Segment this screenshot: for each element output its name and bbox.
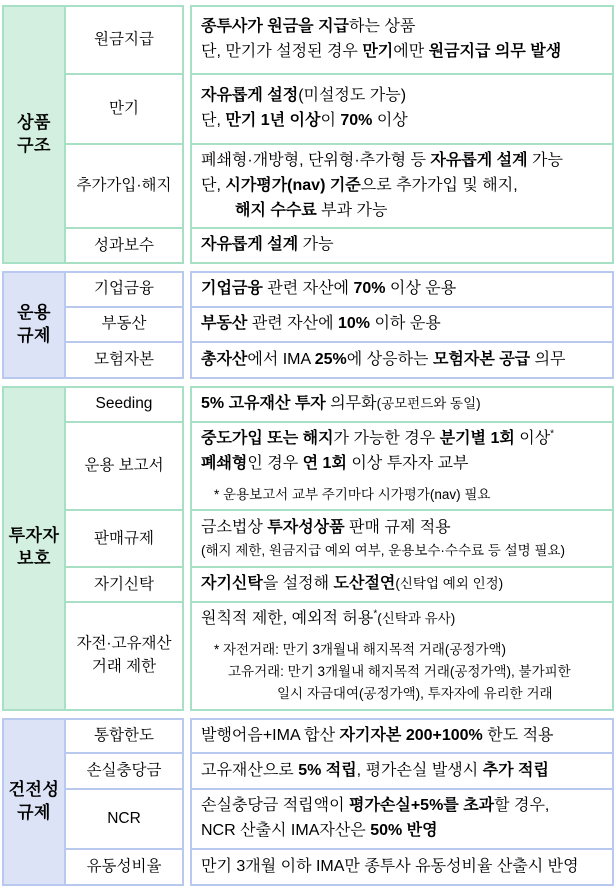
category-cell-product-structure (2, 5, 66, 264)
text-segment: 원칙적 제한, 예외적 허용 (201, 610, 374, 628)
text-segment: 중도가입 또는 해지 (201, 429, 334, 447)
text-segment: 단, 만기가 설정된 경우 (201, 43, 363, 60)
text-segment: 총자산 (201, 350, 248, 368)
text-segment: , 평가손실 발생시 (356, 762, 483, 779)
row-content (190, 423, 614, 511)
text-segment: (신탁과 유사) (377, 611, 456, 627)
text-segment: 자유롭게 설계 (201, 236, 299, 254)
row-label-text: 부동산 (101, 315, 147, 333)
category-label: 규제 (17, 326, 51, 346)
row-label-text: 자기신탁 (94, 575, 154, 593)
row-label (66, 145, 184, 229)
row-content (190, 271, 614, 308)
row-content (190, 308, 614, 343)
category-label: 투자자 (8, 526, 60, 546)
row-label-text: 원금지급 (94, 30, 154, 48)
row-content (190, 754, 614, 790)
row-label (66, 75, 184, 145)
text-segment: 을 설정해 (262, 575, 334, 593)
row-label (66, 754, 184, 790)
row-label (66, 5, 184, 75)
text-segment: 50% 반영 (370, 822, 438, 840)
content-line (201, 794, 604, 819)
content-line (201, 639, 604, 661)
text-segment: 금소법상 (201, 519, 268, 537)
row-content (190, 5, 614, 75)
row-label (66, 603, 184, 710)
row-label (66, 271, 184, 308)
row-content (190, 603, 614, 710)
text-segment: 단, (201, 112, 226, 129)
text-segment: 인 경우 (247, 454, 303, 472)
content-line (201, 312, 604, 337)
content-line (201, 819, 604, 844)
content-line (201, 452, 604, 477)
row-content (190, 75, 614, 145)
text-segment: 에만 (393, 43, 429, 60)
text-segment: * 자전거래: 만기 3개월내 해지목적 거래(공정가액) (214, 642, 507, 658)
row-content (190, 850, 614, 886)
text-segment: 한도 적용 (482, 726, 554, 744)
text-segment: 판매 규제 적용 (344, 519, 451, 537)
row-content (190, 568, 614, 603)
text-segment: 고유거래: 만기 3개월내 해지목적 거래(공정가액), 불가피한 (228, 663, 571, 679)
category-label: 규제 (17, 802, 51, 822)
content-line (201, 661, 604, 683)
row-label-text: NCR (107, 809, 141, 827)
category-cell-soundness-regulation (2, 718, 66, 886)
content-line (201, 40, 604, 65)
content-line (201, 199, 604, 224)
text-segment: 관련 자산에 (262, 280, 354, 298)
row-label (66, 718, 184, 755)
text-segment: 에 상응하는 (346, 350, 433, 368)
row-content (190, 386, 614, 423)
text-segment: 자기신탁 (201, 575, 263, 593)
row-label-text: 자전·고유재산 거래 제한 (76, 635, 172, 675)
text-segment: 할 경우, (494, 797, 550, 815)
row-content (190, 343, 614, 379)
row-label (66, 308, 184, 343)
text-segment: 자유롭게 설정 (201, 87, 299, 105)
text-segment: 에서 IMA (247, 350, 315, 368)
content-line (201, 348, 604, 373)
text-segment: 이상 투자자 교부 (346, 454, 469, 472)
text-segment: (미설정도 가능) (298, 87, 407, 105)
text-segment: 의무 (530, 350, 566, 368)
section-investor-protection (2, 386, 614, 711)
text-segment: 고유재산으로 (201, 762, 299, 779)
text-segment: 도산절연 (333, 575, 396, 593)
text-segment: 연 1회 (302, 454, 347, 472)
row-label (66, 790, 184, 850)
category-cell-investor-protection (2, 386, 66, 711)
row-label (66, 343, 184, 379)
text-segment: * 운용보고서 교부 주기마다 시가평가(nav) 필요 (214, 486, 491, 502)
content-line (201, 392, 604, 417)
content-line (201, 759, 604, 784)
content-line (201, 149, 604, 174)
text-segment: 기업금융 (201, 280, 263, 298)
category-label: 구조 (17, 135, 51, 155)
text-segment: 70% (353, 280, 386, 298)
content-line (201, 855, 604, 880)
row-label-text: 기업금융 (94, 280, 154, 298)
category-cell-operation-regulation (2, 271, 66, 379)
text-segment: 5% 고유재산 투자 (201, 395, 326, 413)
text-segment: 부과 가능 (316, 201, 388, 219)
text-segment: 이상 (372, 112, 408, 129)
row-label-text: 판매규제 (94, 529, 154, 547)
text-segment: 손실충당금 적립액이 (201, 797, 349, 815)
row-content (190, 718, 614, 755)
row-label (66, 423, 184, 511)
text-segment: 가능 (298, 236, 334, 254)
content-line (201, 541, 604, 561)
row-label (66, 511, 184, 568)
row-label-text: 만기 (109, 99, 139, 117)
content-line (201, 233, 604, 258)
category-label: 운용 (17, 303, 51, 323)
text-segment: 원금지급 의무 발생 (428, 43, 562, 60)
text-segment: 만기 1년 이상 (225, 112, 321, 129)
text-segment: (신탁업 예외 인정) (395, 576, 504, 592)
section-product-structure (2, 5, 614, 264)
row-content (190, 790, 614, 850)
text-segment: 이하 운용 (370, 315, 441, 333)
text-segment: 만기 (362, 43, 394, 60)
text-segment: 가능 (527, 152, 563, 169)
text-segment: 분기별 1회 (439, 429, 515, 447)
text-segment: 가 가능한 경우 (333, 429, 440, 447)
category-label: 보호 (17, 549, 51, 569)
text-segment: 5% 적립 (298, 762, 357, 779)
text-segment: 평가손실+5%를 초과 (349, 797, 495, 815)
row-content (190, 511, 614, 568)
text-segment: 의무화 (325, 395, 377, 413)
text-segment: 부동산 (201, 315, 248, 333)
text-segment: 이 (320, 112, 341, 129)
row-label-text: 운용 보고서 (84, 456, 164, 474)
text-segment: (공모펀드와 동일) (376, 396, 481, 412)
content-line (201, 516, 604, 541)
text-segment: (해지 제한, 원금지급 예외 여부, 운용보수·수수료 등 설명 필요) (201, 543, 565, 559)
category-label: 상품 (17, 112, 51, 132)
content-line (201, 15, 604, 40)
row-label-text: 손실충당금 (86, 762, 162, 780)
text-segment: 폐쇄형 (201, 454, 248, 472)
text-segment: 이상 운용 (385, 280, 457, 298)
section-soundness-regulation (2, 718, 614, 886)
content-line (201, 174, 604, 199)
text-segment: 으로 추가가입 및 해지, (360, 176, 518, 194)
row-label-text: Seeding (95, 395, 153, 413)
text-segment: NCR 산출시 IMA자산은 (201, 822, 371, 840)
text-segment: 해지 수수료 (235, 201, 317, 219)
text-segment: 이상 (514, 429, 551, 447)
content-line (201, 607, 604, 632)
category-label: 건전성 (8, 779, 60, 799)
content-line (201, 427, 604, 452)
text-segment: 10% (338, 315, 371, 333)
text-segment: 만기 3개월 이하 IMA만 종투사 유동성비율 산출시 반영 (201, 857, 579, 875)
row-label-text: 성과보수 (94, 236, 154, 254)
text-segment: 시가평가(nav) 기준 (225, 176, 361, 194)
row-label (66, 229, 184, 264)
section-operation-regulation (2, 271, 614, 379)
text-segment: 하는 상품 (349, 18, 416, 36)
text-segment: 모험자본 공급 (432, 350, 531, 368)
row-label (66, 850, 184, 886)
content-line (201, 572, 604, 597)
content-line (201, 683, 604, 705)
content-line (201, 277, 604, 302)
text-segment: 종투사가 원금을 지급 (201, 18, 349, 36)
text-segment: 25% (314, 350, 347, 368)
text-segment: 투자성상품 (267, 519, 345, 537)
content-line (201, 109, 604, 134)
row-label-text: 유동성비율 (86, 857, 162, 875)
row-label-text: 모험자본 (94, 350, 154, 368)
row-label-text: 추가가입·해지 (76, 176, 172, 194)
text-segment: 자유롭게 설계 (430, 152, 528, 169)
text-segment: 자기자본 200+100% (339, 726, 483, 744)
text-segment: 70% (340, 112, 373, 129)
row-label (66, 568, 184, 603)
text-segment: 발행어음+IMA 합산 (201, 726, 340, 744)
text-segment: 일시 자금대여(공정가액), 투자자에 유리한 거래 (277, 685, 553, 701)
content-line (201, 84, 604, 109)
content-line (201, 724, 604, 749)
text-segment: 추가 적립 (482, 762, 549, 779)
text-segment: 단, (201, 176, 226, 194)
row-label (66, 386, 184, 423)
row-content (190, 145, 614, 229)
text-segment: 관련 자산에 (247, 315, 338, 333)
row-content (190, 229, 614, 264)
text-segment: * (550, 428, 555, 440)
content-line (201, 484, 604, 506)
text-segment: * (373, 608, 378, 620)
text-segment: 폐쇄형·개방형, 단위형·추가형 등 (201, 152, 431, 169)
row-label-text: 통합한도 (94, 726, 154, 744)
